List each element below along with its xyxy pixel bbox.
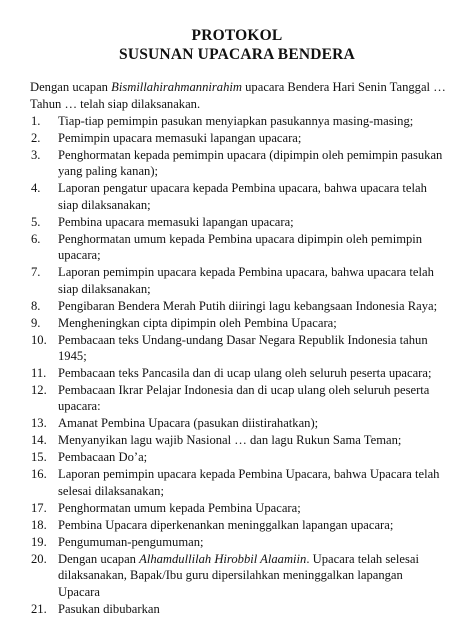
protocol-list — [0, 113, 474, 618]
item-text: Pasukan dibubarkan — [58, 601, 160, 616]
list-item — [0, 264, 474, 297]
item-text: Pembina upacara memasuki lapangan upacara; — [58, 214, 294, 229]
item-number: 2. — [31, 131, 41, 145]
item-number: 9. — [31, 315, 41, 330]
item-number: 21. — [31, 601, 47, 616]
item-text: Penghormatan umum kepada Pembina Upacara; — [58, 500, 301, 515]
item-number: 12. — [31, 383, 47, 398]
item-text: Mengheningkan cipta dipimpin oleh Pembina Upacara; — [58, 315, 337, 330]
item-text: Pembacaan teks Undang-undang Dasar Negara Republik Indonesia tahun 1945; — [58, 332, 428, 364]
item-number: 11. — [31, 366, 47, 381]
item-text: Tiap-tiap pemimpin pasukan menyiapkan pasukannya masing-masing; — [58, 114, 414, 128]
item-number: 17. — [31, 500, 47, 515]
list-item — [0, 130, 474, 146]
intro-italic: Bismillahirahmannirahim — [111, 80, 242, 94]
item-text: Pembacaan Do’a; — [58, 450, 148, 465]
intro-suffix: upacara Bendera Hari Senin Tanggal … Tahun … telah siap dilaksanakan. — [30, 80, 446, 112]
item-number: 7. — [31, 265, 41, 280]
list-item — [0, 382, 474, 415]
list-item — [0, 231, 474, 264]
item-text: Laporan pemimpin upacara kepada Pembina upacara, bahwa upacara telah siap dilaksanakan; — [58, 265, 434, 296]
list-item — [0, 517, 474, 533]
item-text: Pembina Upacara diperkenankan meninggalkan lapangan upacara; — [58, 517, 394, 532]
item-text: Menyanyikan lagu wajib Nasional … dan lagu Rukun Sama Teman; — [58, 433, 402, 448]
list-item — [0, 365, 474, 381]
item-number: 6. — [31, 231, 41, 246]
item-number: 4. — [31, 181, 41, 196]
list-item — [0, 332, 474, 365]
item-text: Pembacaan teks Pancasila dan di ucap ulang oleh seluruh peserta upacara; — [58, 366, 432, 381]
item-number: 8. — [31, 298, 41, 313]
item-text: Pengumuman-pengumuman; — [58, 534, 204, 549]
item-text: Laporan pemimpin upacara kepada Pembina Upacara, bahwa Upacara telah selesai dilaksanakan; — [58, 467, 440, 498]
list-item — [0, 432, 474, 448]
item-number: 19. — [31, 534, 47, 549]
item-number: 10. — [31, 332, 47, 347]
item-number: 20. — [31, 551, 47, 566]
item-number: 3. — [31, 148, 41, 162]
list-item — [0, 534, 474, 550]
item-number: 15. — [31, 450, 47, 465]
list-item — [0, 551, 474, 600]
list-item — [0, 113, 474, 129]
list-item — [0, 466, 474, 499]
document-title: PROTOKOL — [191, 27, 283, 44]
item-number: 18. — [31, 517, 47, 532]
item-number: 5. — [31, 214, 41, 229]
item-text: Pengibaran Bendera Merah Putih diiringi lagu kebangsaan Indonesia Raya; — [58, 298, 438, 313]
list-item — [0, 449, 474, 465]
item-text: Laporan pengatur upacara kepada Pembina upacara, bahwa upacara telah siap dilaksanakan; — [58, 181, 427, 212]
list-item — [0, 601, 474, 617]
item-text: Amanat Pembina Upacara (pasukan diistirahatkan); — [58, 416, 319, 431]
item-number: 13. — [31, 416, 47, 431]
item-text-prefix: Dengan ucapan — [58, 551, 140, 566]
item-number: 1. — [31, 114, 41, 128]
list-item — [0, 180, 474, 213]
item-text: Pemimpin upacara memasuki lapangan upacara; — [58, 131, 302, 145]
document-subtitle: SUSUNAN UPACARA BENDERA — [119, 46, 355, 63]
list-item — [0, 147, 474, 180]
item-text: Pembacaan Ikrar Pelajar Indonesia dan di ucap ulang oleh seluruh peserta upacara: — [58, 383, 430, 414]
item-text: Penghormatan kepada pemimpin upacara (dipimpin oleh pemimpin pasukan yang paling kanan); — [58, 148, 443, 179]
intro-paragraph — [30, 79, 446, 113]
list-item — [0, 500, 474, 516]
intro-prefix: Dengan ucapan — [30, 80, 112, 94]
list-item — [0, 315, 474, 331]
item-number: 16. — [31, 467, 47, 482]
item-text-suffix: . Upacara telah selesai dilaksanakan, Bapak/Ibu guru dipersilahkan meninggalkan lapangan Upacara — [58, 551, 419, 599]
item-text-italic: Alhamdullilah Hirobbil Alaamiin — [139, 551, 307, 566]
item-number: 14. — [31, 433, 47, 448]
item-text: Penghormatan umum kepada Pembina upacara dipimpin oleh pemimpin upacara; — [58, 231, 423, 263]
list-item — [0, 298, 474, 314]
list-item — [0, 415, 474, 431]
list-item — [0, 214, 474, 230]
